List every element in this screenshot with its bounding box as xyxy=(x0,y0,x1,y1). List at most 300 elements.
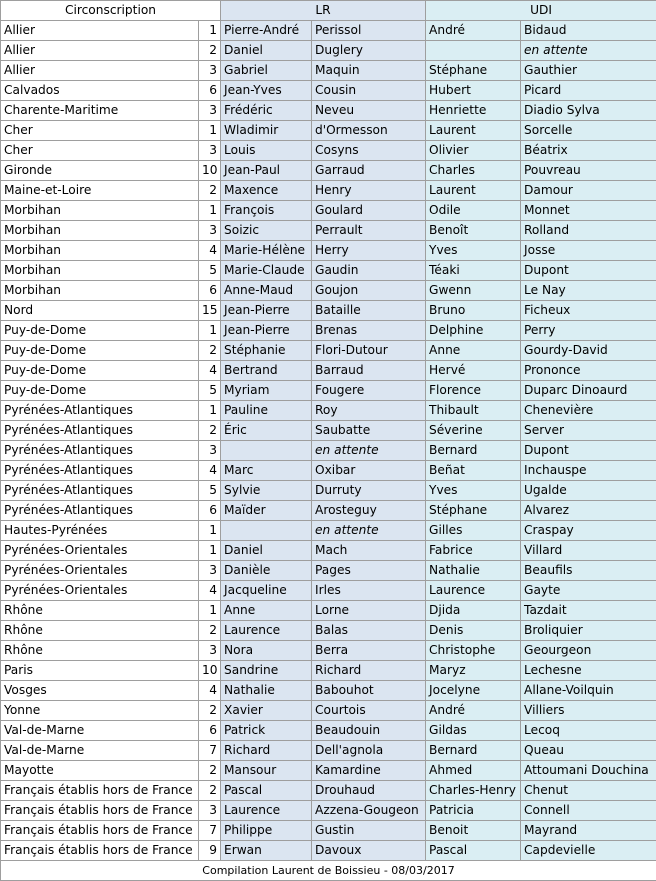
compilation-credit: Compilation Laurent de Boissieu - 08/03/2017 xyxy=(1,861,656,881)
cell-udi-first-name: Hubert xyxy=(426,81,521,101)
cell-udi-first-name: Séverine xyxy=(426,421,521,441)
cell-lr-first-name: Patrick xyxy=(221,721,312,741)
cell-lr-first-name: Jean-Paul xyxy=(221,161,312,181)
cell-udi-first-name: Hervé xyxy=(426,361,521,381)
cell-udi-last-name: Sorcelle xyxy=(521,121,656,141)
cell-lr-last-name: Flori-Dutour xyxy=(312,341,426,361)
cell-lr-last-name: Richard xyxy=(312,661,426,681)
cell-udi-last-name: Mayrand xyxy=(521,821,656,841)
table-row xyxy=(1,621,656,641)
cell-number: 2 xyxy=(199,781,221,801)
cell-circonscription: Puy-de-Dome xyxy=(1,361,199,381)
cell-udi-last-name: Villiers xyxy=(521,701,656,721)
table-row xyxy=(1,401,656,421)
cell-udi-first-name: Yves xyxy=(426,241,521,261)
cell-lr-last-name: Garraud xyxy=(312,161,426,181)
cell-lr-first-name: Myriam xyxy=(221,381,312,401)
table-row xyxy=(1,61,656,81)
cell-circonscription: Maine-et-Loire xyxy=(1,181,199,201)
table-row xyxy=(1,681,656,701)
cell-number: 3 xyxy=(199,561,221,581)
table-row xyxy=(1,441,656,461)
cell-number: 2 xyxy=(199,761,221,781)
cell-udi-last-name: Capdevielle xyxy=(521,841,656,861)
cell-udi-first-name: Bruno xyxy=(426,301,521,321)
cell-udi-first-name: Pascal xyxy=(426,841,521,861)
cell-circonscription: Français établis hors de France xyxy=(1,821,199,841)
cell-udi-last-name: Allane-Voilquin xyxy=(521,681,656,701)
cell-lr-last-name: Herry xyxy=(312,241,426,261)
table-row xyxy=(1,561,656,581)
cell-udi-last-name: Alvarez xyxy=(521,501,656,521)
table-row xyxy=(1,281,656,301)
cell-udi-first-name: Henriette xyxy=(426,101,521,121)
cell-lr-first-name: Daniel xyxy=(221,41,312,61)
cell-lr-last-name: Saubatte xyxy=(312,421,426,441)
cell-circonscription: Pyrénées-Orientales xyxy=(1,561,199,581)
cell-lr-first-name: Stéphanie xyxy=(221,341,312,361)
cell-circonscription: Rhône xyxy=(1,641,199,661)
cell-udi-first-name: Patricia xyxy=(426,801,521,821)
table-row xyxy=(1,481,656,501)
table-row xyxy=(1,161,656,181)
cell-circonscription: Morbihan xyxy=(1,201,199,221)
cell-lr-first-name: Anne xyxy=(221,601,312,621)
cell-udi-first-name: Odile xyxy=(426,201,521,221)
cell-lr-last-name: Maquin xyxy=(312,61,426,81)
table-row xyxy=(1,581,656,601)
cell-udi-first-name: Gildas xyxy=(426,721,521,741)
cell-number: 4 xyxy=(199,681,221,701)
cell-lr-last-name: Davoux xyxy=(312,841,426,861)
cell-udi-first-name: Denis xyxy=(426,621,521,641)
cell-circonscription: Vosges xyxy=(1,681,199,701)
cell-udi-last-name: Craspay xyxy=(521,521,656,541)
cell-lr-first-name: Richard xyxy=(221,741,312,761)
cell-lr-last-name: Berra xyxy=(312,641,426,661)
cell-circonscription: Hautes-Pyrénées xyxy=(1,521,199,541)
cell-udi-first-name: Bernard xyxy=(426,741,521,761)
cell-udi-first-name: Olivier xyxy=(426,141,521,161)
cell-circonscription: Puy-de-Dome xyxy=(1,381,199,401)
table-row xyxy=(1,221,656,241)
cell-circonscription: Yonne xyxy=(1,701,199,721)
cell-lr-last-name: Roy xyxy=(312,401,426,421)
cell-number: 7 xyxy=(199,821,221,841)
cell-udi-first-name: Ahmed xyxy=(426,761,521,781)
cell-lr-first-name: Marie-Hélène xyxy=(221,241,312,261)
table-row xyxy=(1,341,656,361)
cell-lr-last-name: en attente xyxy=(312,521,426,541)
cell-udi-first-name: André xyxy=(426,701,521,721)
cell-udi-first-name: Benoît xyxy=(426,221,521,241)
cell-lr-first-name: Philippe xyxy=(221,821,312,841)
cell-lr-last-name: Kamardine xyxy=(312,761,426,781)
table-row xyxy=(1,381,656,401)
cell-circonscription: Cher xyxy=(1,141,199,161)
cell-number: 1 xyxy=(199,521,221,541)
cell-circonscription: Nord xyxy=(1,301,199,321)
cell-number: 10 xyxy=(199,161,221,181)
cell-lr-last-name: Durruty xyxy=(312,481,426,501)
cell-circonscription: Paris xyxy=(1,661,199,681)
cell-circonscription: Val-de-Marne xyxy=(1,741,199,761)
cell-lr-first-name: Louis xyxy=(221,141,312,161)
cell-udi-first-name: Gilles xyxy=(426,521,521,541)
cell-number: 15 xyxy=(199,301,221,321)
cell-udi-last-name: Pouvreau xyxy=(521,161,656,181)
cell-udi-last-name: Geourgeon xyxy=(521,641,656,661)
table-row xyxy=(1,181,656,201)
cell-udi-first-name: Charles-Henry xyxy=(426,781,521,801)
cell-number: 3 xyxy=(199,221,221,241)
cell-circonscription: Pyrénées-Atlantiques xyxy=(1,401,199,421)
cell-lr-first-name: Jean-Pierre xyxy=(221,301,312,321)
table-row xyxy=(1,21,656,41)
cell-circonscription: Allier xyxy=(1,21,199,41)
cell-udi-last-name: Damour xyxy=(521,181,656,201)
cell-udi-last-name: Ugalde xyxy=(521,481,656,501)
cell-number: 6 xyxy=(199,721,221,741)
table-row xyxy=(1,821,656,841)
cell-number: 2 xyxy=(199,341,221,361)
cell-number: 1 xyxy=(199,201,221,221)
cell-udi-last-name: Lecoq xyxy=(521,721,656,741)
header-row xyxy=(1,1,656,21)
cell-number: 3 xyxy=(199,441,221,461)
cell-udi-first-name: Benoit xyxy=(426,821,521,841)
cell-udi-first-name: Bernard xyxy=(426,441,521,461)
cell-udi-last-name: Gauthier xyxy=(521,61,656,81)
cell-udi-last-name: Lechesne xyxy=(521,661,656,681)
table-row xyxy=(1,121,656,141)
table-row xyxy=(1,761,656,781)
cell-udi-last-name: Perry xyxy=(521,321,656,341)
cell-lr-first-name: Pauline xyxy=(221,401,312,421)
cell-udi-first-name: Gwenn xyxy=(426,281,521,301)
cell-lr-last-name: Goulard xyxy=(312,201,426,221)
cell-circonscription: Mayotte xyxy=(1,761,199,781)
cell-number: 9 xyxy=(199,841,221,861)
table-row xyxy=(1,261,656,281)
cell-udi-first-name: Stéphane xyxy=(426,61,521,81)
cell-number: 5 xyxy=(199,381,221,401)
cell-lr-last-name: Perrault xyxy=(312,221,426,241)
cell-circonscription: Morbihan xyxy=(1,261,199,281)
cell-udi-last-name: Diadio Sylva xyxy=(521,101,656,121)
table-row xyxy=(1,201,656,221)
cell-lr-first-name: Gabriel xyxy=(221,61,312,81)
cell-circonscription: Pyrénées-Atlantiques xyxy=(1,441,199,461)
cell-udi-last-name: Chenevière xyxy=(521,401,656,421)
cell-number: 6 xyxy=(199,501,221,521)
cell-udi-last-name: Dupont xyxy=(521,261,656,281)
cell-number: 1 xyxy=(199,121,221,141)
cell-lr-first-name: Erwan xyxy=(221,841,312,861)
cell-udi-last-name: Tazdait xyxy=(521,601,656,621)
cell-udi-last-name: Béatrix xyxy=(521,141,656,161)
cell-lr-last-name: Drouhaud xyxy=(312,781,426,801)
cell-udi-last-name: Rolland xyxy=(521,221,656,241)
table-row xyxy=(1,801,656,821)
cell-udi-last-name: Gourdy-David xyxy=(521,341,656,361)
cell-udi-last-name: Dupont xyxy=(521,441,656,461)
cell-udi-last-name: Attoumani Douchina xyxy=(521,761,656,781)
table-row xyxy=(1,421,656,441)
cell-udi-last-name: Picard xyxy=(521,81,656,101)
cell-number: 4 xyxy=(199,361,221,381)
cell-udi-first-name: Anne xyxy=(426,341,521,361)
table-row xyxy=(1,541,656,561)
cell-number: 3 xyxy=(199,61,221,81)
cell-lr-last-name: Mach xyxy=(312,541,426,561)
cell-lr-first-name: Éric xyxy=(221,421,312,441)
table-row xyxy=(1,81,656,101)
cell-circonscription: Pyrénées-Orientales xyxy=(1,581,199,601)
cell-lr-first-name: Frédéric xyxy=(221,101,312,121)
cell-lr-last-name: Neveu xyxy=(312,101,426,121)
table-row xyxy=(1,301,656,321)
table-row xyxy=(1,701,656,721)
cell-udi-first-name: Thibault xyxy=(426,401,521,421)
cell-lr-last-name: Lorne xyxy=(312,601,426,621)
cell-number: 3 xyxy=(199,101,221,121)
cell-number: 2 xyxy=(199,621,221,641)
cell-lr-last-name: Fougere xyxy=(312,381,426,401)
cell-lr-first-name: François xyxy=(221,201,312,221)
cell-number: 7 xyxy=(199,741,221,761)
table-row xyxy=(1,321,656,341)
header-circonscription: Circonscription xyxy=(1,1,221,21)
cell-lr-first-name: Marc xyxy=(221,461,312,481)
cell-udi-last-name: Le Nay xyxy=(521,281,656,301)
cell-lr-last-name: Brenas xyxy=(312,321,426,341)
cell-number: 1 xyxy=(199,321,221,341)
cell-lr-first-name: Marie-Claude xyxy=(221,261,312,281)
cell-udi-last-name: Duparc Dinoaurd xyxy=(521,381,656,401)
cell-lr-first-name: Jean-Yves xyxy=(221,81,312,101)
cell-lr-first-name: Jacqueline xyxy=(221,581,312,601)
cell-lr-last-name: Beaudouin xyxy=(312,721,426,741)
cell-circonscription: Français établis hors de France xyxy=(1,841,199,861)
cell-circonscription: Val-de-Marne xyxy=(1,721,199,741)
cell-lr-last-name: Cousin xyxy=(312,81,426,101)
cell-number: 2 xyxy=(199,701,221,721)
cell-circonscription: Rhône xyxy=(1,621,199,641)
cell-lr-first-name xyxy=(221,521,312,541)
cell-circonscription: Pyrénées-Atlantiques xyxy=(1,461,199,481)
cell-lr-last-name: Babouhot xyxy=(312,681,426,701)
cell-number: 4 xyxy=(199,461,221,481)
cell-number: 10 xyxy=(199,661,221,681)
cell-lr-first-name: Soizic xyxy=(221,221,312,241)
cell-lr-last-name: Bataille xyxy=(312,301,426,321)
table-row xyxy=(1,101,656,121)
cell-lr-first-name: Sandrine xyxy=(221,661,312,681)
table-row xyxy=(1,781,656,801)
table-row xyxy=(1,661,656,681)
cell-udi-last-name: Inchauspe xyxy=(521,461,656,481)
cell-lr-first-name: Pascal xyxy=(221,781,312,801)
cell-lr-first-name: Laurence xyxy=(221,621,312,641)
cell-circonscription: Allier xyxy=(1,41,199,61)
cell-number: 1 xyxy=(199,401,221,421)
cell-udi-first-name: Jocelyne xyxy=(426,681,521,701)
cell-lr-last-name: Duglery xyxy=(312,41,426,61)
cell-lr-first-name: Anne-Maud xyxy=(221,281,312,301)
cell-lr-last-name: en attente xyxy=(312,441,426,461)
cell-udi-last-name: Monnet xyxy=(521,201,656,221)
cell-udi-last-name: Queau xyxy=(521,741,656,761)
cell-lr-last-name: Perissol xyxy=(312,21,426,41)
cell-circonscription: Cher xyxy=(1,121,199,141)
cell-udi-last-name: Prononce xyxy=(521,361,656,381)
cell-lr-first-name: Maxence xyxy=(221,181,312,201)
cell-udi-first-name: Charles xyxy=(426,161,521,181)
cell-lr-last-name: Pages xyxy=(312,561,426,581)
cell-udi-first-name: Djida xyxy=(426,601,521,621)
cell-lr-last-name: Dell'agnola xyxy=(312,741,426,761)
cell-lr-last-name: Gustin xyxy=(312,821,426,841)
cell-udi-first-name: Nathalie xyxy=(426,561,521,581)
cell-number: 1 xyxy=(199,21,221,41)
cell-lr-last-name: Balas xyxy=(312,621,426,641)
cell-lr-last-name: Arosteguy xyxy=(312,501,426,521)
cell-number: 3 xyxy=(199,801,221,821)
cell-lr-first-name: Daniel xyxy=(221,541,312,561)
table-row xyxy=(1,741,656,761)
cell-lr-last-name: d'Ormesson xyxy=(312,121,426,141)
cell-lr-first-name: Nora xyxy=(221,641,312,661)
table-row xyxy=(1,501,656,521)
header-lr: LR xyxy=(221,1,426,21)
cell-number: 4 xyxy=(199,241,221,261)
cell-circonscription: Pyrénées-Atlantiques xyxy=(1,501,199,521)
cell-circonscription: Morbihan xyxy=(1,221,199,241)
cell-lr-first-name: Mansour xyxy=(221,761,312,781)
cell-udi-last-name: Server xyxy=(521,421,656,441)
cell-circonscription: Morbihan xyxy=(1,281,199,301)
cell-circonscription: Puy-de-Dome xyxy=(1,341,199,361)
cell-circonscription: Pyrénées-Orientales xyxy=(1,541,199,561)
cell-udi-first-name: Laurence xyxy=(426,581,521,601)
cell-number: 2 xyxy=(199,41,221,61)
cell-udi-first-name: Téaki xyxy=(426,261,521,281)
cell-lr-first-name xyxy=(221,441,312,461)
table-row xyxy=(1,601,656,621)
cell-number: 1 xyxy=(199,541,221,561)
cell-lr-first-name: Maïder xyxy=(221,501,312,521)
cell-lr-first-name: Bertrand xyxy=(221,361,312,381)
cell-number: 4 xyxy=(199,581,221,601)
cell-udi-first-name: Stéphane xyxy=(426,501,521,521)
cell-lr-first-name: Wladimir xyxy=(221,121,312,141)
cell-lr-last-name: Oxibar xyxy=(312,461,426,481)
table-row xyxy=(1,841,656,861)
footer-row xyxy=(1,861,656,881)
cell-udi-last-name: Josse xyxy=(521,241,656,261)
cell-lr-last-name: Henry xyxy=(312,181,426,201)
cell-lr-last-name: Gaudin xyxy=(312,261,426,281)
cell-lr-first-name: Nathalie xyxy=(221,681,312,701)
cell-circonscription: Calvados xyxy=(1,81,199,101)
table-row xyxy=(1,461,656,481)
cell-number: 6 xyxy=(199,281,221,301)
cell-udi-first-name: Laurent xyxy=(426,181,521,201)
table-row xyxy=(1,361,656,381)
cell-number: 5 xyxy=(199,261,221,281)
cell-circonscription: Français établis hors de France xyxy=(1,781,199,801)
cell-udi-first-name: Florence xyxy=(426,381,521,401)
cell-udi-first-name xyxy=(426,41,521,61)
cell-lr-last-name: Goujon xyxy=(312,281,426,301)
cell-udi-first-name: Christophe xyxy=(426,641,521,661)
cell-circonscription: Morbihan xyxy=(1,241,199,261)
cell-udi-first-name: André xyxy=(426,21,521,41)
cell-lr-last-name: Courtois xyxy=(312,701,426,721)
cell-udi-last-name: Gayte xyxy=(521,581,656,601)
cell-lr-last-name: Cosyns xyxy=(312,141,426,161)
cell-udi-first-name: Laurent xyxy=(426,121,521,141)
cell-udi-first-name: Beñat xyxy=(426,461,521,481)
cell-udi-first-name: Maryz xyxy=(426,661,521,681)
cell-number: 2 xyxy=(199,181,221,201)
cell-lr-last-name: Irles xyxy=(312,581,426,601)
cell-lr-first-name: Danièle xyxy=(221,561,312,581)
cell-lr-first-name: Xavier xyxy=(221,701,312,721)
cell-lr-first-name: Pierre-André xyxy=(221,21,312,41)
cell-circonscription: Français établis hors de France xyxy=(1,801,199,821)
cell-udi-last-name: Beaufils xyxy=(521,561,656,581)
cell-udi-first-name: Delphine xyxy=(426,321,521,341)
cell-circonscription: Charente-Maritime xyxy=(1,101,199,121)
cell-udi-last-name: Bidaud xyxy=(521,21,656,41)
cell-number: 6 xyxy=(199,81,221,101)
cell-number: 2 xyxy=(199,421,221,441)
cell-circonscription: Rhône xyxy=(1,601,199,621)
cell-lr-first-name: Laurence xyxy=(221,801,312,821)
cell-circonscription: Allier xyxy=(1,61,199,81)
cell-lr-first-name: Sylvie xyxy=(221,481,312,501)
cell-udi-last-name: en attente xyxy=(521,41,656,61)
table-body xyxy=(1,21,656,861)
cell-lr-first-name: Jean-Pierre xyxy=(221,321,312,341)
header-udi: UDI xyxy=(426,1,656,21)
table-row xyxy=(1,721,656,741)
table-row xyxy=(1,241,656,261)
cell-circonscription: Puy-de-Dome xyxy=(1,321,199,341)
table-row xyxy=(1,641,656,661)
cell-circonscription: Gironde xyxy=(1,161,199,181)
cell-udi-first-name: Yves xyxy=(426,481,521,501)
table-row xyxy=(1,141,656,161)
cell-number: 3 xyxy=(199,641,221,661)
cell-circonscription: Pyrénées-Atlantiques xyxy=(1,481,199,501)
cell-number: 3 xyxy=(199,141,221,161)
cell-lr-last-name: Barraud xyxy=(312,361,426,381)
cell-udi-last-name: Connell xyxy=(521,801,656,821)
table-row xyxy=(1,521,656,541)
cell-number: 5 xyxy=(199,481,221,501)
cell-circonscription: Pyrénées-Atlantiques xyxy=(1,421,199,441)
table-row xyxy=(1,41,656,61)
cell-number: 1 xyxy=(199,601,221,621)
cell-udi-last-name: Ficheux xyxy=(521,301,656,321)
cell-lr-last-name: Azzena-Gougeon xyxy=(312,801,426,821)
cell-udi-last-name: Broliquier xyxy=(521,621,656,641)
cell-udi-last-name: Chenut xyxy=(521,781,656,801)
cell-udi-first-name: Fabrice xyxy=(426,541,521,561)
